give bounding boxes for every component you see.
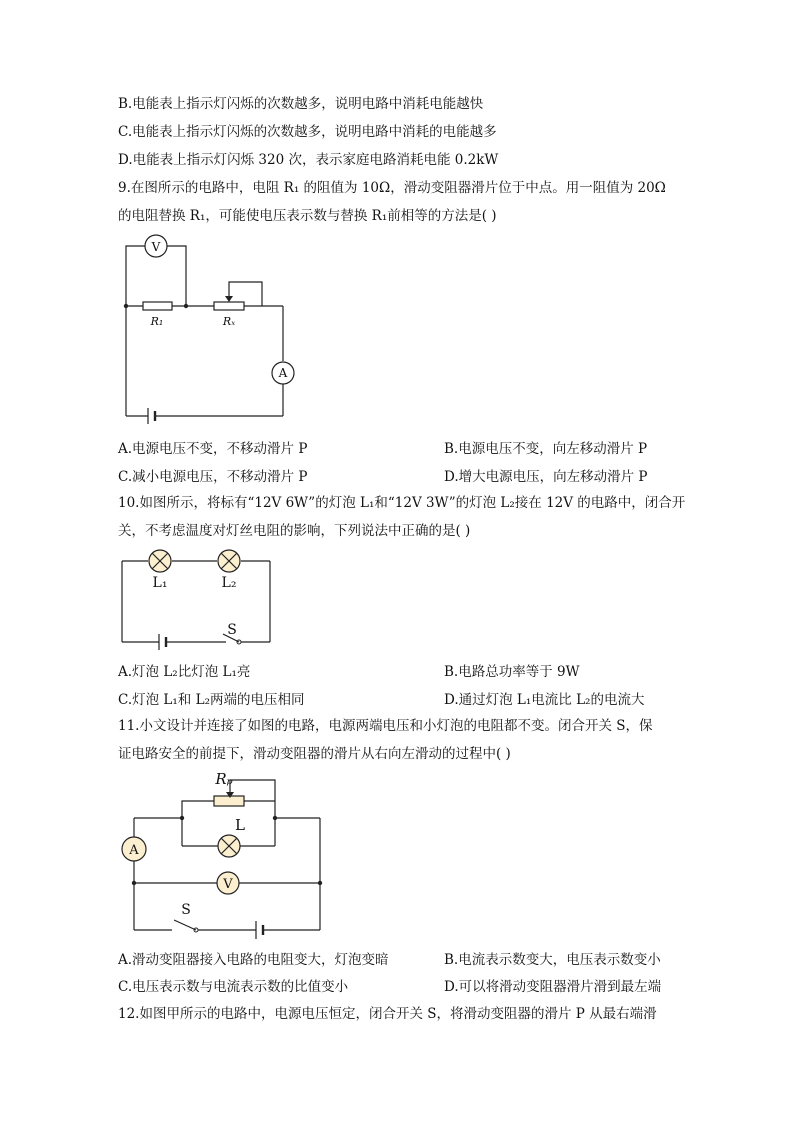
q11-ammeter (122, 837, 146, 861)
q11-rheostat-rp (214, 796, 244, 806)
q12-stem-line1: 12.如图甲所示的电路中，电源电压恒定，闭合开关 S，将滑动变阻器的滑片 P 从最右端滑 (118, 1006, 657, 1022)
q10-stem-line2: 关，不考虑温度对灯丝电阻的影响，下列说法中正确的是( ) (118, 523, 471, 539)
q11-option-c: C.电压表示数与电流表示数的比值变小 (118, 979, 349, 995)
q11-battery-icon (256, 921, 263, 939)
q9-stem-line2: 的电阻替换 R₁，可能使电压表示数与替换 R₁前相等的方法是( ) (118, 208, 497, 224)
q9-option-d: D.增大电源电压，向左移动滑片 P (444, 469, 648, 485)
q11-switch-icon (174, 920, 198, 932)
q10-stem-line1: 10.如图所示，将标有“12V 6W”的灯泡 L₁和“12V 3W”的灯泡 L₂接在 12V 的电路中，闭合开 (118, 495, 686, 511)
q10-option-a: A.灯泡 L₂比灯泡 L₁亮 (118, 664, 251, 680)
q10-switch-label: S (227, 622, 237, 638)
q9-ammeter-label: A (278, 366, 288, 380)
q11-voltmeter (217, 872, 239, 894)
q11-option-d: D.可以将滑动变阻器滑片滑到最左端 (444, 979, 662, 995)
q8-option-b: B.电能表上指示灯闪烁的次数越多，说明电路中消耗电能越快 (118, 96, 484, 112)
q9-option-b: B.电源电压不变，向左移动滑片 P (444, 441, 648, 457)
q11-rp-label: Rₚ (215, 770, 233, 788)
q11-switch-label: S (181, 902, 191, 918)
q8-option-c: C.电能表上指示灯闪烁的次数越多，说明电路中消耗的电能越多 (118, 124, 497, 140)
q11-ammeter-label: A (129, 843, 139, 858)
q11-lamp-icon (218, 835, 240, 857)
q9-option-a: A.电源电压不变，不移动滑片 P (118, 441, 308, 457)
q11-stem-line1: 11.小文设计并连接了如图的电路，电源两端电压和小灯泡的电阻都不变。闭合开关 S，保 (118, 718, 653, 734)
q10-l2-label: L₂ (221, 575, 237, 591)
q11-stem-line2: 证电路安全的前提下，滑动变阻器的滑片从右向左滑动的过程中( ) (118, 746, 511, 762)
q9-option-c: C.减小电源电压，不移动滑片 P (118, 469, 308, 485)
q9-stem-line1: 9.在图所示的电路中，电阻 R₁ 的阻值为 10Ω，滑动变阻器滑片位于中点。用一阻值为 20Ω (118, 180, 666, 196)
q10-option-d: D.通过灯泡 L₁电流比 L₂的电流大 (444, 692, 645, 708)
q10-l1-label: L₁ (152, 575, 168, 591)
q11-voltmeter-label: V (223, 877, 233, 892)
q9-voltmeter-label: V (151, 240, 161, 254)
q11-lamp-label: L (235, 816, 245, 834)
q8-option-d: D.电能表上指示灯闪烁 320 次，表示家庭电路消耗电能 0.2kW (118, 152, 499, 168)
q9-r1-label: R₁ (150, 315, 164, 328)
q9-rx-label: Rₓ (222, 315, 236, 328)
q10-option-b: B.电路总功率等于 9W (444, 664, 580, 680)
q11-option-b: B.电流表示数变大，电压表示数变小 (444, 952, 661, 968)
q10-option-c: C.灯泡 L₁和 L₂两端的电压相同 (118, 692, 305, 708)
q11-option-a: A.滑动变阻器接入电路的电阻变大，灯泡变暗 (118, 952, 389, 968)
